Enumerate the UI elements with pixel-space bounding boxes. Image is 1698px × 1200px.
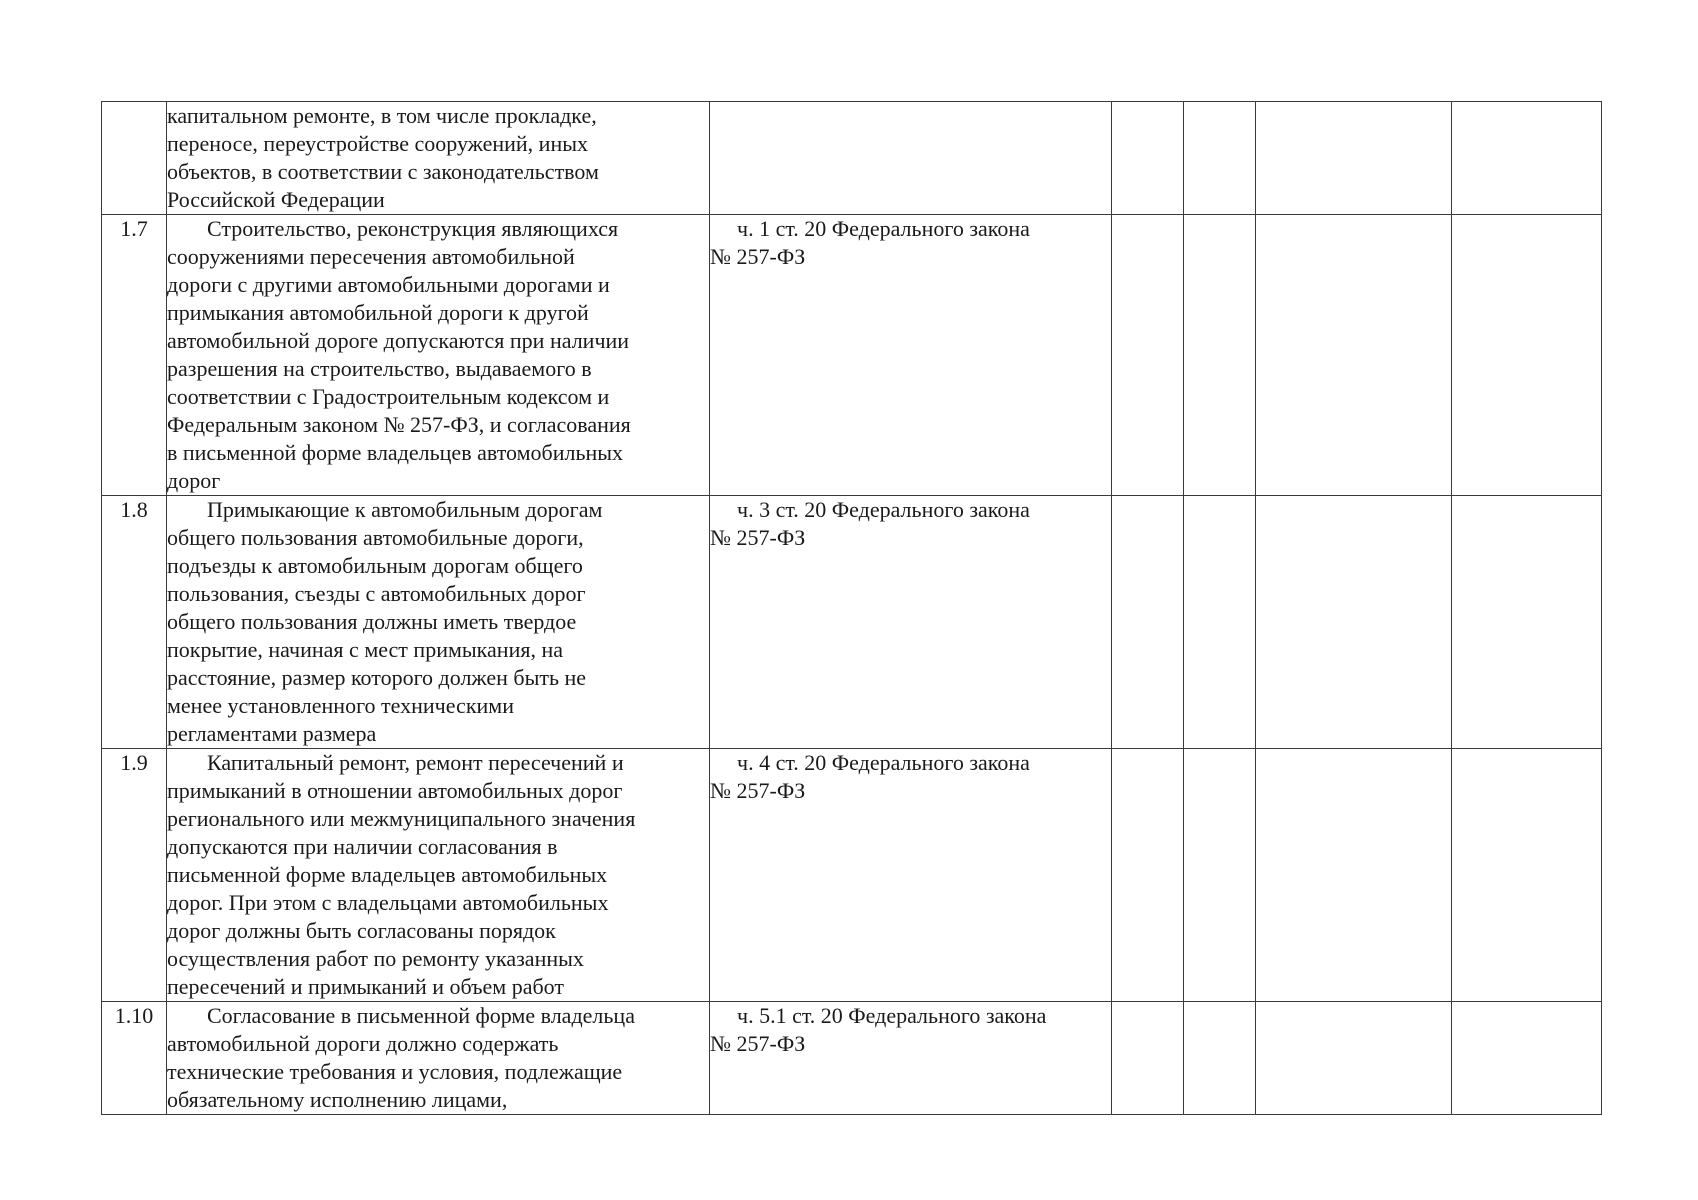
table-row <box>102 1002 1602 1115</box>
empty-cell <box>1256 496 1452 749</box>
row-number: 1.8 <box>102 496 167 749</box>
empty-cell <box>1184 749 1256 1002</box>
legal-reference: ч. 5.1 ст. 20 Федерального закона № 257-ФЗ <box>710 1002 1112 1115</box>
requirement-text: капитальном ремонте, в том числе прокладке, переносе, переустройстве сооружений, иных объектов, в соответствии с законодательством Российской Федерации <box>167 102 710 215</box>
empty-cell <box>1112 749 1184 1002</box>
requirement-text: Строительство, реконструкция являющихся сооружениями пересечения автомобильной дороги с другими автомобильными дорогами и примыкания автомобильной дороги к другой автомобильной дороге допускаются при наличии разрешения на строительство, выдаваемого в соответствии с Градостроительным кодексом и Федеральным законом № 257-ФЗ, и согласования в письменной форме владельцев автомобильных дорог <box>167 215 710 496</box>
empty-cell <box>1112 1002 1184 1115</box>
requirement-text: Капитальный ремонт, ремонт пересечений и примыканий в отношении автомобильных дорог регионального или межмуниципального значения допускаются при наличии согласования в письменной форме владельцев автомобильных дорог. При этом с владельцами автомобильных дорог должны быть согласованы порядок осуществления работ по ремонту указанных пересечений и примыканий и объем работ <box>167 749 710 1002</box>
empty-cell <box>1256 749 1452 1002</box>
row-number: 1.9 <box>102 749 167 1002</box>
empty-cell <box>1112 215 1184 496</box>
row-number <box>102 102 167 215</box>
legal-reference: ч. 3 ст. 20 Федерального закона № 257-ФЗ <box>710 496 1112 749</box>
table-row <box>102 102 1602 215</box>
empty-cell <box>1452 749 1602 1002</box>
requirement-text: Примыкающие к автомобильным дорогам общего пользования автомобильные дороги, подъезды к автомобильным дорогам общего пользования, съезды с автомобильных дорог общего пользования должны иметь твердое покрытие, начиная с мест примыкания, на расстояние, размер которого должен быть не менее установленного техническими регламентами размера <box>167 496 710 749</box>
empty-cell <box>1184 496 1256 749</box>
legal-reference: ч. 4 ст. 20 Федерального закона № 257-ФЗ <box>710 749 1112 1002</box>
requirement-text: Согласование в письменной форме владельца автомобильной дороги должно содержать технические требования и условия, подлежащие обязательному исполнению лицами, <box>167 1002 710 1115</box>
row-number: 1.10 <box>102 1002 167 1115</box>
empty-cell <box>1184 102 1256 215</box>
empty-cell <box>1256 102 1452 215</box>
table-row <box>102 496 1602 749</box>
empty-cell <box>1256 1002 1452 1115</box>
legal-reference: ч. 1 ст. 20 Федерального закона № 257-ФЗ <box>710 215 1112 496</box>
requirements-table <box>101 101 1602 1115</box>
table-row <box>102 215 1602 496</box>
row-number: 1.7 <box>102 215 167 496</box>
empty-cell <box>1452 496 1602 749</box>
legal-reference <box>710 102 1112 215</box>
empty-cell <box>1452 1002 1602 1115</box>
empty-cell <box>1184 215 1256 496</box>
empty-cell <box>1452 102 1602 215</box>
empty-cell <box>1184 1002 1256 1115</box>
table-row <box>102 749 1602 1002</box>
empty-cell <box>1452 215 1602 496</box>
empty-cell <box>1112 496 1184 749</box>
empty-cell <box>1256 215 1452 496</box>
empty-cell <box>1112 102 1184 215</box>
